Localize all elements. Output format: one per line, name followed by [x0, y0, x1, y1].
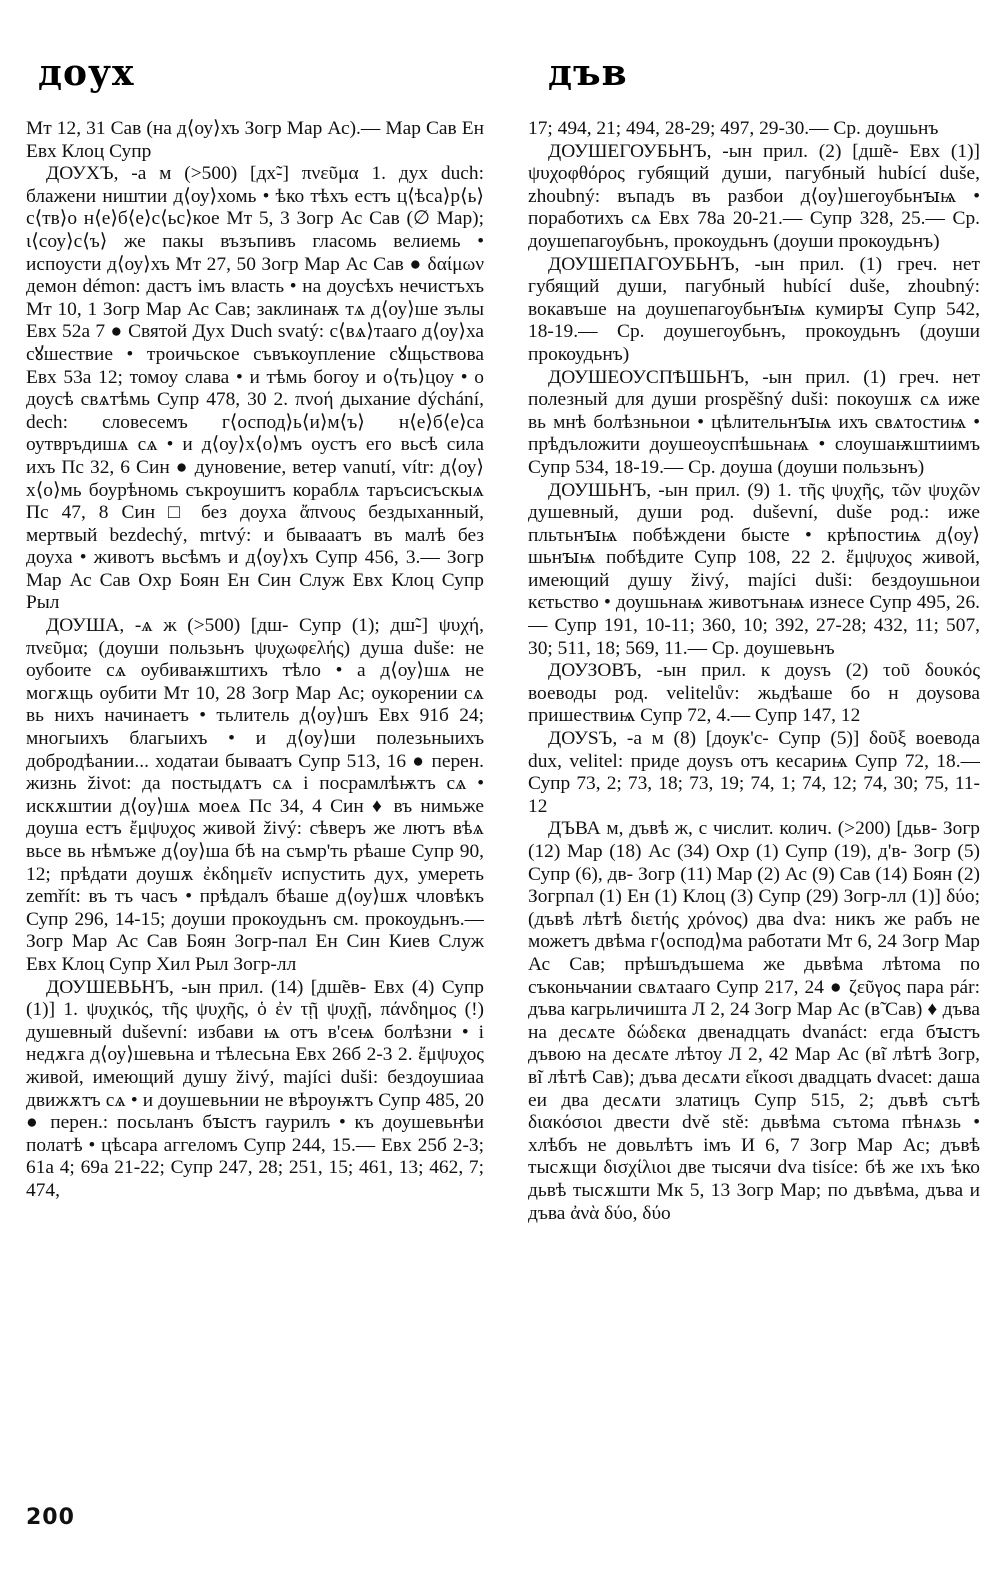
entry-douz: ДОУЅЪ, -а м (8) [доук'с- Супр (5)] δοῦξ воевода dux, velitel: приде доуѕъ отъ кесариѩ Супр 72, 18.— Супр 73, 2; 73, 18; 73, 19; 74, 1; 74, 12; 74, 30; 75, 11-12	[528, 728, 980, 817]
entry-doushegoubn: ДОУШЕГОУБЬНЪ, -ын прил. (2) [дш̃е- Евх (1)] ψυχοφθόρος губящий души, пагубный hubící duše, zhoubný: въпадъ въ разбои д⟨оу⟩шегоубьнꙑѩ • поработихъ сѧ Евх 78а 20-21.— Супр 328, 25.— Ср. доушепагоубьнъ, прокоудьнъ (доуши прокоудьнъ)	[528, 140, 980, 252]
entry-doushn: ДОУШЬНЪ, -ын прил. (9) 1. τῆς ψυχῆς, τῶν ψυχῶν душевный, души род. duševní, duše род.: иже пльтьнꙑѩ побѣждени бысте • крѣпостиѩ д⟨оу⟩шьнꙑѩ побѣдите Супр 108, 22 2. ἔμψυχος живой, имеющий душу živý, majíci duši: бездоушьнои кєтьство • доушьнаѩ животънаѩ изнесе Супр 495, 26.— Супр 191, 10-11; 360, 10; 392, 27-28; 432, 11; 507, 30; 511, 18; 569, 11.— Ср. доушевьнъ	[528, 479, 980, 659]
entry-doushoouspeshn: ДОУШЕОУСПѢШЬНЪ, -ын прил. (1) греч. нет полезный для души prospěšný duši: покоушѫ сѧ иже вь мнѣ болѣзньнои • цѣлительнꙑѩ ихъ свѧтостиѩ • прѣдъложити доушеоуспѣшьнаѩ • слоушаѭштиимъ Супр 534, 18-19.— Ср. доуша (доуши пользьнъ)	[528, 366, 980, 478]
left-column	[26, 118, 484, 1518]
entry-dva: ДЪВА м, дъвѣ ж, с числит. колич. (>200) [дьв- Зогр (12) Мар (18) Ас (34) Охр (1) Супр (19), д'в- Зогр (5) Супр (6), дв- Зогр (11) Мар (2) Ас (9) Сав (14) Боян (2) Зогрпал (1) Ен (1) Клоц (3) Супр (29) Зогр-лл (1)] δύο; (дъвѣ лѣтѣ διετής χρόνος) два dva: никъ же рабъ не можетъ двѣма г⟨оспод⟩ма работати Мт 6, 24 Зогр Мар Ас Сав; прѣшъдъшема же дьвѣма лѣтома по съконьчании свѧтааго Супр 217, 24 ● ζεῦγος пара pár: дъва кагрьличишта Л 2, 24 Зогр Мар Ас (в̃ Сав) ♦ дъва на десѧте δώδεκα двенадцать dvanáct: егда бꙑстъ дъвою на десѧте лѣтоу Л 2, 42 Мар Ас (в̃ı лѣтѣ Зогр, в̃ı лѣтѣ Сав); дъва десѧти εἴκοσι двадцать dvacet: даша еи два десѧти златицъ Супр 515, 2; дъвѣ сътѣ διακόσιοι двести dvě stě: дьвѣма сътома пѣнѧзь • хлѣбъ не довьлѣтъ імъ И 6, 7 Зогр Мар Ас; дъвѣ тысѫщи δισχίλιοι две тысячи dva tisíce: бѣ же ıхъ ѣко дьвѣ тысѫшти Мк 5, 13 Зогр Мар; по дъвѣма, дъва и дъва ἀνὰ δύο, δύο	[528, 818, 980, 1224]
entry-doukh: ДОУХЪ, -а м (>500) [дх̃-] πνεῦμα 1. дух duch: блажени ништии д⟨оу⟩хомь • ѣко тѣхъ естъ ц⟨ѣса⟩р⟨ь⟩с⟨тв⟩о н⟨е⟩б⟨е⟩с⟨ьс⟩кое Мт 5, 3 Зогр Ас Сав (∅ Мар); ι⟨соу⟩с⟨ъ⟩ же пакы възъпивъ гласомь велиемь • испоусти д⟨оу⟩хъ Мт 27, 50 Зогр Мар Ас Сав ● δαίμων демон démon: дастъ імъ власть • на доусѣхъ нечистъхъ Мт 10, 1 Зогр Мар Ас Сав; заклинаѭ тѧ д⟨оу⟩ше зълы Евх 52а 7 ● Святой Дух Duch svatý: с⟨вѧ⟩тааго д⟨оу⟩ха сꙋшествие • троичьское съвъкоупление сꙋщьствова Евх 53а 12; томоу слава • и тѣмь богоу и о⟨ть⟩цоу • о доусѣ свѧтѣмь Супр 478, 30 2. πνοή дыхание dýchání, dech: словесемъ г⟨оспод⟩ь⟨и⟩м⟨ъ⟩ н⟨е⟩б⟨е⟩са оутвръдишѧ сѧ • и д⟨оу⟩х⟨о⟩мъ оустъ его вьсѣ сила ихъ Пс 32, 6 Син ● дуновение, ветер vanutí, vítr: д⟨оу⟩х⟨о⟩мь боурѣномь съкроушитъ кораблѧ таръсисъскыѧ Пс 47, 8 Син □ без доуха ἄπνους бездыханный, мертвый bezdechý, mrtvý: и бывааатъ въ малѣ без доуха • животъ вьсѣмъ и д⟨оу⟩хъ Супр 456, 3.— Зогр Мар Ас Сав Охр Боян Ен Син Служ Евх Клоц Супр Рыл	[26, 163, 484, 614]
right-column	[528, 118, 980, 1518]
page-number: 200	[26, 1505, 75, 1530]
entry-doushepagoubn: ДОУШЕПАГОУБЬНЪ, -ын прил. (1) греч. нет губящий души, пагубный hubící duše, zhoubný: вокавъше на доушепагоубьнꙑѩ кумирꙑ Супр 542, 18-19.— Ср. доушегоубьнъ, прокоудьнъ (доуши прокоудьнъ)	[528, 253, 980, 365]
entry-dousha: ДОУША, -ѧ ж (>500) [дш- Супр (1); дш̃-] ψυχή, πνεῦμα; (доуши пользьнъ ψυχωφελής) душа duše: не оубоите сѧ оубиваѭштихъ тѣло • а д⟨оу⟩шѧ не могѫщь оубити Мт 10, 28 Зогр Мар Ас; оукорении сѧ вь нихъ начинаетъ • тьлитель д⟨оу⟩шъ Евх 91б 24; многыихъ благыихъ • и д⟨оу⟩ши полезьныихъ добродѣании... ходатаи бываатъ Супр 513, 16 ● перен. жизнь život: да постыдѧтъ сѧ і посрамлѣѭтъ сѧ • искѫштии д⟨оу⟩шѧ моеѧ Пс 34, 4 Син ♦ въ нимьже доуша естъ ἔμψυχος живой živý: сѣверъ же лютъ вѣѧ вьсе вь нѣмъже д⟨оу⟩ша бѣ на съмр'ть рѣаше Супр 90, 12; прѣдати доушѫ ἐκδημεῖν испустить дух, умереть zemřít: въ тъ часъ • прѣдалъ бѣаше д⟨оу⟩шѫ чловѣкъ Супр 296, 14-15; доуши прокоудьнъ см. прокоудьнъ.— Зогр Мар Ас Сав Боян Зогр-пал Ен Син Киев Служ Евх Клоц Супр Хил Рыл Зогр-лл	[26, 615, 484, 975]
entry-continuation: Мт 12, 31 Сав (на д⟨оу⟩хъ Зогр Мар Ас).— Мар Сав Ен Евх Клоц Супр	[26, 118, 484, 162]
running-headword-right: дъв	[548, 52, 628, 94]
running-headword-left: доух	[38, 52, 135, 94]
entry-doushevn: ДОУШЕВЬНЪ, -ын прил. (14) [дш̃ев- Евх (4) Супр (1)] 1. ψυχικός, τῆς ψυχῆς, ὁ ἐν τῇ ψυχῇ, πάνδημος (!) душевный duševní: избави ѩ отъ в'сеѩ болѣзни • і недѫга д⟨оу⟩шевьна и тѣлесьна Евх 26б 2-3 2. ἔμψυχος живой, имеющий душу živý, majíci duši: бездоушиаа движѫтъ сѧ • и доушевьнии не вѣроуѭтъ Супр 485, 20 ● перен.: посьланъ бꙑстъ гаурилъ • къ доушевьнѣи полатѣ • цѣсара аггеломъ Супр 244, 15.— Евх 25б 2-3; 61а 4; 69а 21-22; Супр 247, 28; 251, 15; 461, 13; 462, 7; 474,	[26, 976, 484, 1201]
entry-douzov: ДОУЗОВЪ, -ын прил. к доуѕъ (2) τοῦ δουκός воеводы род. velitelův: жьдѣаше бо н доуѕова пришествиѩ Супр 72, 4.— Супр 147, 12	[528, 660, 980, 727]
entry-continuation: 17; 494, 21; 494, 28-29; 497, 29-30.— Ср. доушьнъ	[528, 118, 939, 139]
